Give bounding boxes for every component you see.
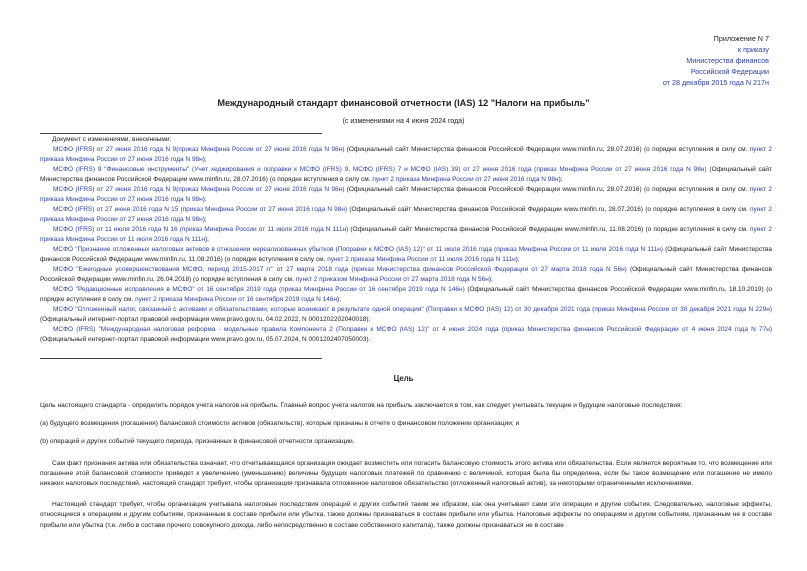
appendix-order-link-2[interactable]: Министерства финансов: [686, 56, 769, 65]
change-item: [40, 305, 772, 325]
change-text: (Официальный сайт Министерства финансов Российской Федерации www.minfin.ru, 28.07.2016) (о порядке вступления в силу см.: [344, 146, 750, 153]
paragraph: (b) операций и других событий текущего периода, признанных в финансовой отчетности организации.: [40, 438, 355, 446]
change-ref-link[interactable]: пункт 2 приказа Минфина России от 27 июня 2016 года N 98н: [40, 186, 772, 203]
section-title: Цель: [393, 374, 414, 383]
document-title: Международный стандарт финансовой отчетности (IAS) 12 "Налоги на прибыль": [217, 98, 590, 108]
appendix-order-link-1[interactable]: к приказу: [737, 45, 769, 54]
change-ref-link[interactable]: пункт 2 приказа Минфина России от 27 июня 2016 года N 98н: [40, 146, 772, 163]
appendix-order-link-3[interactable]: Российской Федерации: [690, 67, 769, 76]
paragraph: Сам факт признания актива или обязательства означает, что отчитывающаяся организация ожидает возместить или погасить балансовую стоимость этого актива или обязательства. Если является вероятным то, что возмещение или погашение этой балансовой стоимости приведет к увеличению (уменьшению) величины будущих налоговых платежей по сравнению с величиной, которая была бы определена, если бы такое возмещение или погашение не имело никаких налоговых последствий, настоящий стандарт требует, чтобы организация признавала отложенное налоговое обязательство (отложенный налоговый актив), за некоторыми ограниченными исключениями.: [40, 459, 772, 488]
change-text: (Официальный сайт Министерства финансов Российской Федерации www.minfin.ru, 28.07.2016) (о порядке вступления в силу см.: [344, 186, 750, 193]
change-order-link[interactable]: (приказ Минфина России от 16 сентября 2019 года N 146н): [276, 286, 465, 293]
change-ref-link[interactable]: пункт 2 приказом Минфина России от 27 марта 2018 года N 56н: [295, 276, 489, 283]
change-order-link[interactable]: (приказ Минфина России от 11 июля 2016 года N 111н): [177, 226, 349, 233]
change-link[interactable]: МСФО "Отложенный налог, связанный с активами и обязательствами, которые возникают в результате одной операции" (Поправки к МСФО (IAS) 12) от 30 декабря 2021 года: [53, 306, 590, 313]
change-item: МСФО (IFRS) 9 "Финансовые инструменты" (Учет хеджирования и поправки к МСФО (IFRS) 9, МСФО (IFRS) 7 и МСФО (IAS) 39) от 27 июня 2016 года (приказ Минфина России от 27 июня 2016 года N 98н) (Официальный сайт Министерства финансов Российской Федерации www.minfin.ru, 28.07.2016) (о порядке вступления в силу см. пункт 2 приказа Минфина России от 27 июня 2016 года N 98н);: [40, 166, 772, 183]
change-item: МСФО (IFRS) от 11 июля 2016 года N 16 (приказ Минфина России от 11 июля 2016 года N 111н) (Официальный сайт Министерства финансов Российской Федерации www.minfin.ru, 11.08.2016) (о порядке вступления в силу см. пункт 2 приказа Минфина России от 11 июля 2016 года N 111н);: [40, 226, 772, 243]
change-text: (Официальный сайт Министерства финансов Российской Федерации www.minfin.ru, 28.07.2016) (о порядке вступления в силу см.: [347, 206, 750, 213]
change-order-link[interactable]: (приказ Минфина России от 27 июня 2016 года N 98н): [176, 146, 345, 153]
change-order-link[interactable]: (приказ Минфина России от 27 июня 2016 года N 98н): [176, 186, 345, 193]
change-link[interactable]: МСФО (IFRS) 9 "Финансовые инструменты" (Учет хеджирования и поправки к МСФО (IFRS) 9, МСФО (IFRS) 7 и МСФО (IAS) 39) от 27 июня 2016 года: [53, 166, 532, 173]
change-link[interactable]: МСФО (IFRS) от 27 июня 2016 года N 15: [53, 206, 179, 213]
change-link[interactable]: МСФО (IFRS) от 27 июня 2016 года N 9: [53, 146, 177, 153]
document-subtitle: (с изменениями на 4 июня 2024 года): [342, 118, 465, 125]
appendix-block: [663, 33, 769, 88]
change-text: (Официальный интернет-портал правовой информации www.pravo.gov.ru, 04.02.2022, N 0001202202040018);: [40, 316, 371, 323]
change-item: МСФО "Ежегодные усовершенствования МСФО, период 2015-2017 гг" от 27 марта 2018 года (приказ Министерства финансов Российской Федерации от 27 марта 2018 года N 56н) (Официальный сайт Министерства финансов Российской Федерации www.minfin.ru, 26.04.2018) (о порядке вступления в силу см. пункт 2 приказом Минфина России от 27 марта 2018 года N 56н);: [40, 266, 772, 283]
change-item: МСФО "Редакционные исправления в МСФО" от 16 сентября 2019 года (приказ Минфина России от 16 сентября 2019 года N 146н) (Официальный сайт Министерства финансов Российской Федерации www.minfin.ru, 18.10.2019) (о порядке вступления в силу см. пункт 2 приказа Минфина России от 16 сентября 2019 года N 146н);: [40, 286, 772, 303]
change-link[interactable]: МСФО (IFRS) от 27 июня 2016 года N 9: [53, 186, 177, 193]
document-body: [40, 390, 772, 539]
paragraph: Настоящий стандарт требует, чтобы организация учитывала налоговые последствия операций и других событий таким же образом, как она учитывает сами эти операции и другие события. Следовательно, налоговые эффекты, относящиеся к операциям и другим событиям, признанным в составе прибыли или убытка, также должны признаваться в составе прибыли или убытка. Налоговые эффекты по операциям и другим событиям, признанным не в составе прибыли или убытка (т.е. либо в составе прочего совокупного дохода, либо непосредственно в составе собственного капитала), также должны признаваться не в составе: [40, 501, 772, 529]
change-ref-link[interactable]: пункт 2 приказа Минфина России от 11 июля 2016 года N 111н: [40, 226, 772, 243]
change-item: МСФО (IFRS) от 27 июня 2016 года N 15 (приказ Минфина России от 27 июня 2016 года N 98н) (Официальный сайт Министерства финансов Российской Федерации www.minfin.ru, 28.07.2016) (о порядке вступления в силу см. пункт 2 приказа Минфина России от 27 июня 2016 года N 98н);: [40, 206, 772, 223]
appendix-number: Приложение N 7: [713, 34, 769, 43]
change-order-link[interactable]: (приказ Минфина России от 30 декабря 2021 года N 229н): [589, 306, 772, 313]
change-text: (Официальный сайт Министерства финансов Российской Федерации www.minfin.ru, 11.08.2016) (о порядке вступления в силу см.: [348, 226, 750, 233]
change-text: (Официальный сайт Министерства финансов Российской Федерации www.minfin.ru, 18.10.2019) (о порядке вступления в силу см.: [40, 286, 772, 303]
change-link[interactable]: МСФО (IFRS) "Международная налоговая реформа - модельные правила Компонента 2 (Поправки к МСФО (IAS) 12)" от 4 июня 2024 года: [53, 326, 499, 333]
change-ref-link[interactable]: пункт 2 приказа Минфина России от 11 июля 2016 года N 111н: [327, 256, 516, 263]
divider-bottom: [40, 358, 322, 359]
paragraph: Цель настоящего стандарта - определить порядок учета налогов на прибыль. Главный вопрос учета налогов на прибыль заключается в том, как следует учитывать текущие и будущие налоговые последствия:: [40, 402, 683, 409]
change-link[interactable]: МСФО (IFRS) от 11 июля 2016 года N 16: [53, 226, 178, 233]
change-text: (Официальный интернет-портал правовой информации www.pravo.gov.ru, 05.07.2024, N 0001202407050003).: [40, 336, 371, 343]
change-link[interactable]: МСФО "Ежегодные усовершенствования МСФО, период 2015-2017 гг" от 27 марта 2018 года: [53, 266, 349, 273]
change-link[interactable]: МСФО "Признание отложенных налоговых активов в отношении нереализованных убытков (Поправки к МСФО (IAS) 12)" от 11 июля 2016 года: [53, 246, 492, 253]
change-order-link[interactable]: (приказ Минфина России от 11 июля 2016 года N 111н): [491, 246, 663, 253]
divider-top: [40, 133, 322, 134]
change-order-link[interactable]: (приказ Министерства финансов Российской Федерации от 4 июня 2024 года N 77н): [498, 326, 772, 333]
change-item: [40, 325, 772, 345]
change-item: МСФО (IFRS) от 27 июня 2016 года N 9(приказ Минфина России от 27 июня 2016 года N 98н) (Официальный сайт Министерства финансов Российской Федерации www.minfin.ru, 28.07.2016) (о порядке вступления в силу см. пункт 2 приказа Минфина России от 27 июня 2016 года N 98н);: [40, 146, 772, 163]
changes-list: [40, 135, 772, 345]
change-ref-link[interactable]: пункт 2 приказа Минфина России от 16 сентября 2019 года N 146н: [135, 296, 338, 303]
change-ref-link[interactable]: пункт 2 приказа Минфина России от 27 июня 2016 года N 98н: [40, 206, 772, 223]
appendix-order-link-4[interactable]: от 28 декабря 2015 года N 217н: [662, 78, 769, 87]
change-item: МСФО (IFRS) от 27 июня 2016 года N 9(приказ Минфина России от 27 июня 2016 года N 98н) (Официальный сайт Министерства финансов Российской Федерации www.minfin.ru, 28.07.2016) (о порядке вступления в силу см. пункт 2 приказа Минфина России от 27 июня 2016 года N 98н);: [40, 186, 772, 203]
paragraph: (a) будущего возмещения (погашения) балансовой стоимости активов (обязательств), которые признаны в отчете о финансовом положении организации; и: [40, 420, 520, 428]
change-link[interactable]: МСФО "Редакционные исправления в МСФО" от 16 сентября 2019 года: [53, 286, 277, 293]
changes-header: Документ с изменениями, внесенными:: [52, 136, 172, 143]
change-text: (Официальный сайт Министерства финансов Российской Федерации www.minfin.ru, 28.07.2016) (о порядке вступления в силу см.: [40, 166, 772, 183]
change-order-link[interactable]: (приказ Минфина России от 27 июня 2016 года N 98н): [178, 206, 348, 213]
change-ref-link[interactable]: пункт 2 приказа Минфина России от 27 июня 2016 года N 98н: [372, 176, 559, 183]
change-text: (Официальный сайт Министерства финансов Российской Федерации www.minfin.ru, 26.04.2018) (о порядке вступления в силу см.: [40, 266, 772, 283]
change-item: МСФО "Признание отложенных налоговых активов в отношении нереализованных убытков (Поправки к МСФО (IAS) 12)" от 11 июля 2016 года (приказ Минфина России от 11 июля 2016 года N 111н) (Официальный сайт Министерства финансов Российской Федерации www.minfin.ru, 11.08.2016) (о порядке вступления в силу см. пункт 2 приказа Минфина России от 11 июля 2016 года N 111н);: [40, 246, 772, 263]
change-text: (Официальный сайт Министерства финансов Российской Федерации www.minfin.ru, 11.08.2016) (о порядке вступления в силу см.: [40, 246, 772, 263]
change-order-link[interactable]: (приказ Минфина России от 27 июня 2016 года N 98н): [531, 166, 707, 173]
change-order-link[interactable]: (приказ Министерства финансов Российской Федерации от 27 марта 2018 года N 56н): [348, 266, 627, 273]
